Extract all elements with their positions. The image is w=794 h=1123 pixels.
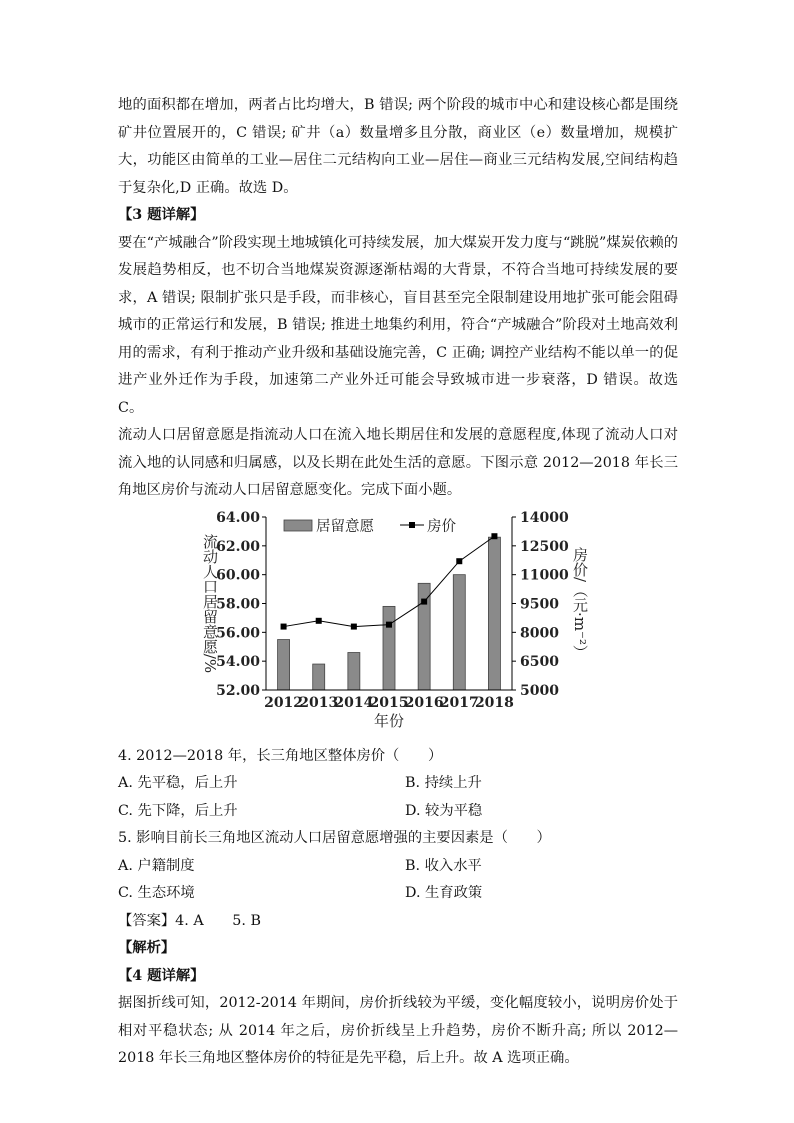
section-heading-q3: 【3 题详解】 (118, 207, 205, 223)
combo-chart (118, 511, 678, 739)
paragraph-q3-analysis: 要在“产城融合”阶段实现土地城镇化可持续发展，加大煤炭开发力度与“跳脱”煤炭依赖的发展趋势相反，也不切合当地煤炭资源逐渐枯竭的大背景，不符合当地可持续发展的要求，A 错误; 限制扩张只是手段，而非核心，盲目甚至完全限制建设用地扩张可能会阻碍城市的正常运行和发展，B 错误; 推进土地集约利用，符合“产城融合”阶段对土地高效利用的需求，有利于推动产业升级和基础设施完善，C 正确; 调控产业结构不能以单一的促进产业外迁作为手段，加速第二产业外迁可能会导致城市进一步衰落，D 错误。故选 C。 (118, 234, 678, 416)
left-tick-label: 62.00 (216, 538, 260, 555)
q5-option-a: A. 户籍制度 (118, 857, 195, 874)
right-tick-label: 12500 (520, 538, 569, 555)
q4-option-d: D. 较为平稳 (405, 802, 483, 819)
x-tick-label: 2014 (334, 694, 374, 711)
price-point-2017 (456, 558, 462, 564)
question-5-options (118, 853, 678, 908)
x-tick-label: 2016 (404, 694, 444, 711)
paragraph-1: 地的面积都在增加，两者占比均增大，B 错误; 两个阶段的城市中心和建设核心都是围绕矿井位置展开的，C 错误; 矿井（a）数量增多且分散，商业区（e）数量增加，规模扩大，功能区由简单的工业—居住二元结构向工业—居住—商业三元结构发展,空间结构趋于复杂化,D 正确。故选 D。 (118, 97, 678, 196)
bar-2018 (488, 537, 500, 690)
right-tick-label: 8000 (520, 624, 559, 641)
price-point-2018 (491, 533, 497, 539)
right-tick-label: 14000 (520, 510, 569, 526)
x-axis-label: 年份 (373, 711, 405, 730)
right-tick-label: 9500 (520, 596, 559, 612)
price-point-2015 (386, 621, 392, 627)
q5-option-d: D. 生育政策 (405, 885, 483, 901)
q4-option-a: A. 先平稳，后上升 (118, 775, 238, 791)
x-tick-label: 2015 (369, 694, 409, 711)
legend-bar-swatch (284, 520, 312, 531)
price-point-2016 (421, 598, 427, 604)
x-tick-label: 2013 (299, 694, 339, 711)
section-heading-q4: 【4 题详解】 (118, 967, 205, 984)
paragraph-intro: 流动人口居留意愿是指流动人口在流入地长期居住和发展的意愿程度,体现了流动人口对流入地的认同感和归属感，以及长期在此处生活的意愿。下图示意 2012—2018 年长三角地区房价与流动人口居留意愿变化。完成下面小题。 (118, 427, 678, 498)
x-tick-label: 2012 (264, 694, 304, 711)
right-tick-label: 11000 (520, 567, 569, 584)
bar-2014 (348, 652, 360, 689)
chart-figure (118, 511, 678, 739)
q5-option-c: C. 生态环境 (118, 885, 195, 901)
right-tick-label: 5000 (520, 682, 559, 699)
bar-2013 (313, 664, 325, 690)
left-tick-label: 56.00 (216, 624, 260, 641)
q4-option-b: B. 持续上升 (405, 775, 482, 791)
legend-line-label: 房价 (427, 518, 456, 535)
paragraph-q4-analysis: 据图折线可知，2012-2014 年期间，房价折线较为平缓，变化幅度较小，说明房价处于相对平稳状态; 从 2014 年之后，房价折线呈上升趋势，房价不断升高; 所以 2012—2018 年长三角地区整体房价的特征是先平稳，后上升。故 A 选项正确。 (118, 995, 678, 1066)
right-tick-label: 6500 (520, 653, 559, 670)
analysis-heading: 【解析】 (118, 940, 176, 956)
right-axis-label: 房价/（元·m⁻²） (571, 546, 589, 660)
price-point-2013 (316, 617, 322, 623)
question-5-stem: 5. 影响目前长三角地区流动人口居留意愿增强的主要因素是（ ） (118, 830, 551, 846)
bar-2012 (278, 639, 290, 689)
answer-line: 【答案】4. A 5. B (118, 912, 261, 929)
price-point-2012 (281, 623, 287, 629)
legend-line-marker (409, 522, 415, 528)
x-tick-label: 2018 (474, 694, 514, 711)
left-axis-label: 流动人口居留意愿/% (201, 533, 219, 673)
left-tick-label: 52.00 (216, 682, 260, 699)
left-tick-label: 64.00 (216, 510, 260, 526)
q4-option-c: C. 先下降，后上升 (118, 802, 238, 819)
bar-2015 (383, 606, 395, 690)
question-4-options (118, 770, 678, 825)
bar-2017 (453, 574, 465, 689)
left-tick-label: 60.00 (216, 567, 260, 584)
left-tick-label: 54.00 (216, 653, 260, 670)
q5-option-b: B. 收入水平 (405, 857, 482, 874)
x-tick-label: 2017 (439, 694, 479, 711)
left-tick-label: 58.00 (216, 596, 260, 612)
question-4-stem: 4. 2012—2018 年，长三角地区整体房价（ ） (118, 747, 443, 764)
price-point-2014 (351, 623, 357, 629)
document-page (118, 92, 678, 1073)
legend-bar-label: 居留意愿 (316, 518, 374, 535)
